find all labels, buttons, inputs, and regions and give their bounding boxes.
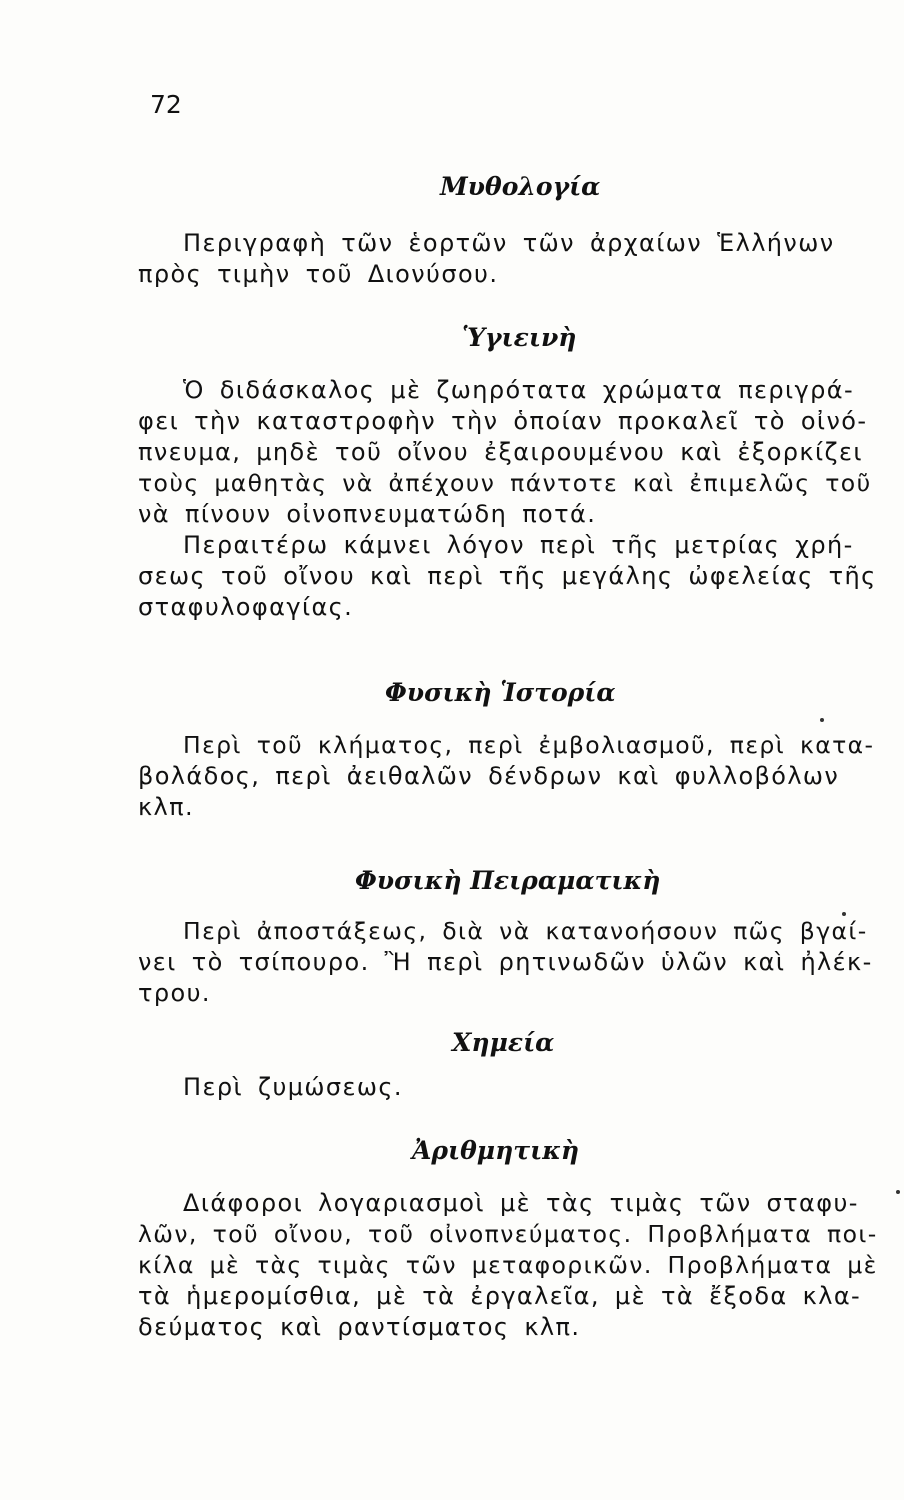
paragraph-mythology	[138, 228, 878, 290]
text-line: Περαιτέρω κάμνει λόγον περὶ τῆς μετρίας χρή-	[183, 531, 854, 559]
text-line: σταφυλοφαγίας.	[138, 593, 354, 621]
text-line: βολάδος, περὶ ἀειθαλῶν δένδρων καὶ φυλλοβόλων	[138, 762, 840, 790]
paragraph-hygiene	[138, 375, 878, 623]
text-line: Περὶ ζυμώσεως.	[183, 1073, 403, 1101]
text-line: Περὶ τοῦ κλήματος, περὶ ἐμβολιασμοῦ, περὶ κατα-	[183, 731, 875, 759]
text-line: Ὁ διδάσκαλος μὲ ζωηρότατα χρώματα περιγρά-	[183, 376, 855, 404]
heading-natural-history: Φυσικὴ Ἱστορία	[385, 678, 616, 707]
text-line: κίλα μὲ τὰς τιμὰς τῶν μεταφορικῶν. Προβλήματα μὲ	[138, 1251, 878, 1279]
print-speck	[820, 718, 824, 722]
text-line: Περιγραφὴ τῶν ἑορτῶν τῶν ἀρχαίων Ἑλλήνων	[183, 229, 835, 257]
paragraph-arithmetic	[138, 1188, 878, 1343]
text-line: Περὶ ἀποστάξεως, διὰ νὰ κατανοήσουν πῶς βγαί-	[183, 917, 868, 945]
text-line: κλπ.	[138, 793, 195, 821]
text-line: νὰ πίνουν οἰνοπνευματώδη ποτά.	[138, 500, 597, 528]
paragraph-chemistry	[138, 1072, 878, 1103]
page-number: 72	[150, 90, 182, 119]
text-line: πνευμα, μηδὲ τοῦ οἴνου ἐξαιρουμένου καὶ ἐξορκίζει	[138, 438, 863, 466]
text-line: τρου.	[138, 979, 211, 1007]
text-line: τὰ ἡμερομίσθια, μὲ τὰ ἐργαλεῖα, μὲ τὰ ἔξοδα κλα-	[138, 1282, 862, 1310]
text-line: Διάφοροι λογαριασμοὶ μὲ τὰς τιμὰς τῶν σταφυ-	[183, 1189, 859, 1217]
text-line: τοὺς μαθητὰς νὰ ἀπέχουν πάντοτε καὶ ἐπιμελῶς τοῦ	[138, 469, 872, 497]
heading-hygiene: Ὑγιεινὴ	[462, 323, 577, 352]
print-speck	[842, 912, 846, 916]
text-line: λῶν, τοῦ οἴνου, τοῦ οἰνοπνεύματος. Προβλήματα ποι-	[138, 1220, 878, 1248]
paragraph-experimental-physics	[138, 916, 878, 1009]
heading-arithmetic: Ἀριθμητικὴ	[412, 1136, 580, 1165]
text-line: φει τὴν καταστροφὴν τὴν ὁποίαν προκαλεῖ τὸ οἰνό-	[138, 407, 868, 435]
text-line: νει τὸ τσίπουρο. Ἢ περὶ ρητινωδῶν ὑλῶν καὶ ἠλέκ-	[138, 948, 873, 976]
print-speck	[896, 1190, 900, 1194]
heading-mythology: Μυθολογία	[440, 172, 601, 201]
text-line: πρὸς τιμὴν τοῦ Διονύσου.	[138, 260, 499, 288]
text-line: σεως τοῦ οἴνου καὶ περὶ τῆς μεγάλης ὠφελείας τῆς	[138, 562, 877, 590]
text-line: δεύματος καὶ ραντίσματος κλπ.	[138, 1313, 581, 1341]
heading-chemistry: Χημεία	[452, 1028, 555, 1057]
heading-experimental-physics: Φυσικὴ Πειραματικὴ	[355, 866, 661, 895]
paragraph-natural-history	[138, 730, 878, 823]
